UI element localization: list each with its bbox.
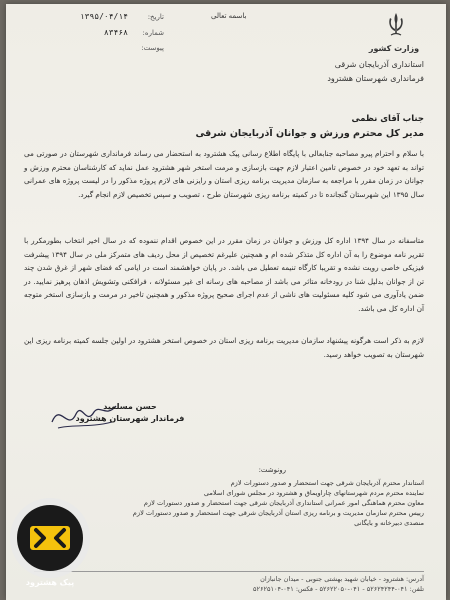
province-name: استانداری آذربایجان شرقی xyxy=(334,60,424,69)
letter-meta xyxy=(54,12,164,60)
date-label: تاریخ: xyxy=(147,13,164,21)
cc-item: استاندار محترم آذربایجان شرقی جهت استحضار و صدور دستورات لازم xyxy=(230,479,424,487)
number-row xyxy=(54,28,164,44)
number-value: ۸۳۴۶۸ xyxy=(103,28,128,37)
footer xyxy=(124,574,424,594)
basmala: باسمه تعالی xyxy=(211,12,247,20)
cc-item: نماینده محترم مردم شهرستانهای چاراویماق و هشترود در مجلس شورای اسلامی xyxy=(203,489,424,497)
attachment-label: پیوست: xyxy=(141,44,164,52)
signatory-name: حسن مسلمید xyxy=(103,402,157,411)
cc-item: رییس محترم سازمان مدیریت و برنامه ریزی استان آذربایجان شرقی جهت استحضار و صدور دستورات لازم xyxy=(132,509,424,517)
number-label: شماره: xyxy=(142,29,164,37)
body-paragraph: لازم به ذکر است هرگونه پیشنهاد سازمان مدیریت برنامه ریزی استان در خصوص استخر هشترود در اولین جلسه کمیته برنامه ریزی این شهرستان به تصویب خواهد رسید. xyxy=(24,336,424,359)
cc-item: منصدی دبیرخانه و بایگانی xyxy=(354,519,424,527)
attachment-row xyxy=(54,44,164,60)
body-paragraph: متاسفانه در سال ۱۳۹۴ اداره کل ورزش و جوانان در زمان مقرر در این خصوص اقدام ننموده که در سال اخیر انتخاب بطورمکرر با تقریر نامه موضوع را به آن اداره کل متذکر شده ام و همچنین علیرغم تخصیص از محل ردیف های متمرکز ملی در سال ۱۳۹۴ پیشرفت فیزیکی خاصی رویت نشده و تقریبا کارگاه تنیمه تعطیل می باشد. در پایان خواهشمند است در ایامی که فضای شهر از غرق شدن چند تن از جوانان بدلیل شنا در رودخانه متاثر می باشد از مصاحبه های رسانه ای غیر مسئولانه ، فرافکنی وتشویش اذهان پرهیز نمایید. در ضمن یادآوری می شود کلیه مسئولیت های ناشی از عدم اجرای صحیح پروژه مذکور و همچنین تاخیر در مرمت و بازسازی استخر متوجه آن اداره کل می باشد. xyxy=(24,236,424,313)
date-value: ۱۳۹۵/۰۴/۱۴ xyxy=(79,12,128,21)
body-paragraph: با سلام و احترام پیرو مصاحبه جنابعالی با پایگاه اطلاع رسانی پیک هشترود به استحضار می رساند فرمانداری شهرستان در صورتی می تواند به تعهد خود در خصوص تامین اعتبار لازم جهت بازسازی و مرمت استخر شهر هشترود عمل نماید که کارشناسان محترم ورزش و جوانان در زمان مقرر با مراجعه به سازمان مدیریت برنامه ریزی استان و رایزنی های لازم پروژه مذکور را در لیست پروژه های عمرانی سال ۱۳۹۵ این شهرستان گنجانده تا در کمیته برنامه ریزی شهرستان طرح ، تصویب و سپس تخصیص لازم انجام گیرد. xyxy=(24,149,424,199)
date-row xyxy=(54,12,164,28)
governorate-name: فرمانداری شهرستان هشترود xyxy=(327,74,424,83)
footer-phones: تلفن: ۰۴۱-۵۲۶۲۴۲۴۴ - ۰۴۱-۵۲۶۲۲۰۵۰ - فکس: ۰۴۱-۵۲۶۲۵۱۰۴ xyxy=(253,585,424,593)
ministry-name: وزارت کشور xyxy=(368,44,420,53)
signature-block xyxy=(70,402,190,423)
iran-emblem-icon xyxy=(382,10,410,40)
footer-address: آدرس: هشترود - خیابان شهید بهشتی جنوبی - میدان جانبازان xyxy=(260,575,424,583)
cc-title: رونوشت: xyxy=(258,466,286,474)
peyk-hashtrood-logo-icon xyxy=(8,496,92,580)
addressee: مدیر کل محترم ورزش و جوانان آذربایجان شرقی xyxy=(195,128,424,139)
signatory-title: فرماندار شهرستان هشترود xyxy=(75,414,185,423)
footer-divider xyxy=(34,571,424,572)
watermark-text: پیک هشترود xyxy=(25,578,75,587)
salutation: جناب آقای نظمی xyxy=(351,114,424,124)
cc-item: معاون محترم هماهنگی امور عمرانی استانداری آذربایجان شرقی جهت استحضار و صدور دستورات لازم xyxy=(143,499,424,507)
